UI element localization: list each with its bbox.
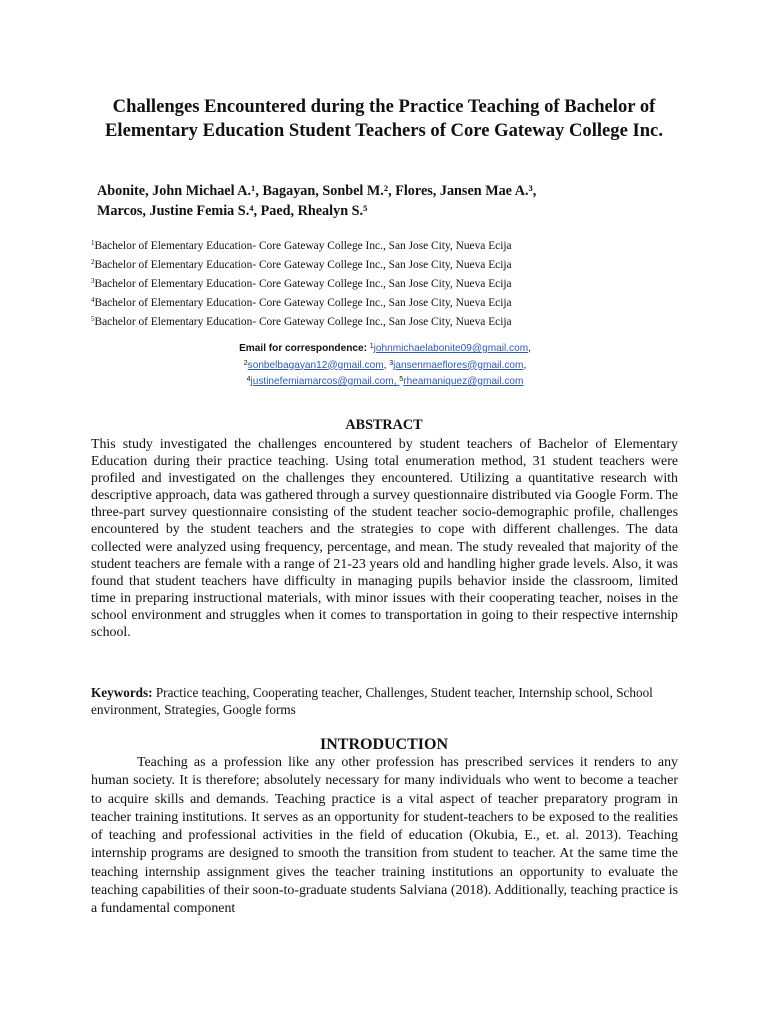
affiliation-item [91, 273, 691, 292]
affiliation-item [91, 235, 691, 254]
email-number: 1 [369, 343, 374, 350]
affiliation-item [91, 254, 691, 273]
keywords-text: Practice teaching, Cooperating teacher, Challenges, Student teacher, Internship school, School environment, Strategies, Google forms [91, 685, 653, 717]
email-link[interactable]: sonbelbagayan12@gmail.com [247, 359, 384, 371]
email-link[interactable]: justinefemiamarcos@gmail.com [250, 376, 394, 387]
email-label: Email for correspondence: [239, 343, 367, 354]
affiliation-text: Bachelor of Elementary Education- Core Gateway College Inc., San Jose City, Nueva Ecija [94, 316, 512, 328]
email-link[interactable]: jansenmaeflores@gmail.com [393, 359, 524, 371]
affiliation-text: Bachelor of Elementary Education- Core Gateway College Inc., San Jose City, Nueva Ecija [94, 240, 512, 252]
keywords-label: Keywords: [91, 685, 153, 700]
affiliation-number: 5 [91, 315, 95, 323]
correspondence-emails [150, 340, 620, 390]
affiliation-number: 2 [91, 258, 95, 266]
author-list [97, 182, 657, 221]
email-number: 4 [246, 376, 251, 383]
affiliation-text: Bachelor of Elementary Education- Core Gateway College Inc., San Jose City, Nueva Ecija [94, 297, 512, 309]
email-line-2: $^2$sonbelbagayan12@gmail.com, $^3$jansenmaeflores@gmail.com, [243, 359, 527, 371]
affiliation-text: Bachelor of Elementary Education- Core Gateway College Inc., San Jose City, Nueva Ecija [94, 259, 512, 271]
email-line-1: Email for correspondence: $^1$johnmichaelabonite09@gmail.com, [239, 343, 531, 354]
affiliation-list [91, 235, 691, 330]
author-line-2: Marcos, Justine Femia S.⁴, Paed, Rhealyn S.⁵ [97, 202, 368, 219]
keywords [91, 684, 678, 718]
email-line-3 [150, 373, 620, 390]
email-link[interactable]: rheamaniquez@gmail.com [403, 376, 524, 387]
affiliation-number: 3 [91, 277, 95, 285]
affiliation-text: Bachelor of Elementary Education- Core Gateway College Inc., San Jose City, Nueva Ecija [94, 278, 512, 290]
introduction-heading: INTRODUCTION [319, 736, 448, 753]
email-number: 5 [399, 376, 404, 383]
email-number: 3 [389, 359, 394, 367]
paper-title: Challenges Encountered during the Practice Teaching of Bachelor of Elementary Education Student Teachers of Core Gateway College Inc. [105, 96, 663, 141]
abstract-heading: ABSTRACT [345, 417, 423, 433]
author-line-1: Abonite, John Michael A.¹, Bagayan, Sonbel M.², Flores, Jansen Mae A.³, [97, 183, 537, 199]
email-separator: , [393, 376, 400, 387]
affiliation-item [91, 292, 691, 311]
affiliation-number: 4 [91, 296, 95, 304]
introduction-body: Teaching as a profession like any other profession has prescribed services it renders to any human society. It is therefore; absolutely necessary for many individuals who went to become a teacher to acquire skills and demands. Teaching practice is a vital aspect of teacher preparatory program in teacher training institutions. It serves as an opportunity for student-teachers to be exposed to the realities of teaching and professional activities in the field of education (Okubia, E., et. al. 2013). Teaching internship programs are designed to smooth the transition from student to teacher. At the same time the teaching internship assignment gives the teacher training institutions an opportunity to evaluate the teaching capabilities of their soon-to-graduate students Salviana (2018). Additionally, teaching practice is a fundamental component [91, 755, 678, 917]
affiliation-item [91, 311, 691, 330]
email-link[interactable]: johnmichaelabonite09@gmail.com [373, 343, 529, 354]
abstract-body: This study investigated the challenges encountered by student teachers of Bachelor of Elementary Education during their practice teaching. Using total enumeration method, 31 student teachers were profiled and investigated on the challenges they encountered. Utilizing a quantitative research with descriptive approach, data was gathered through a survey questionnaire distributed via Google Form. The three-part survey questionnaire consisting of the student teacher socio-demographic profile, challenges encountered by the student teachers and the strategies to cope with different challenges. The data collected were analyzed using frequency, percentage, and mean. The study revealed that majority of the student teachers are female with a range of 21-23 years old and handling higher grade levels. Also, it was found that student teachers have difficulty in managing pupils behavior inside the classroom, limited time in preparing instructional materials, with minor issues with their cooperating teacher, noises in the school environment and struggles when it comes to transportation in going to their respective internship school. [91, 437, 678, 641]
affiliation-number: 1 [91, 239, 95, 247]
email-number: 2 [243, 359, 248, 367]
